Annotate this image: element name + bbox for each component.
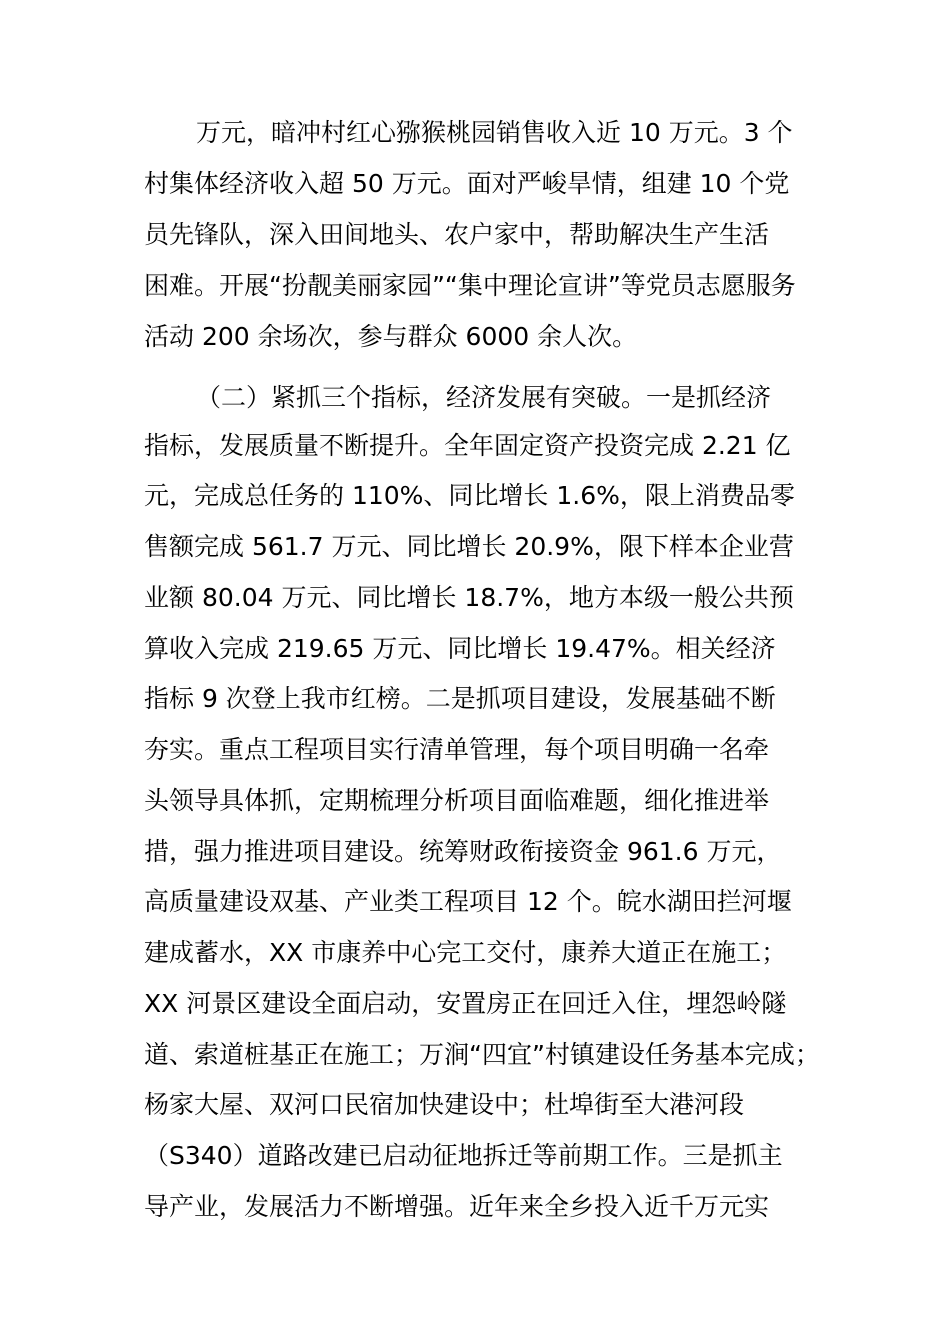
paragraph-2-line-7: 指标 9 次登上我市红榜。二是抓项目建设，发展基础不断: [144, 684, 776, 713]
paragraph-1-line-4: 困难。开展“扮靓美丽家园”“集中理论宣讲”等党员志愿服务: [144, 271, 796, 300]
paragraph-2-line-16: （S340）道路改建已启动征地拆迁等前期工作。三是抓主: [144, 1141, 783, 1170]
paragraph-2-line-9: 头领导具体抓，定期梳理分析项目面临难题，细化推进举: [144, 786, 770, 815]
paragraph-1-line-3: 员先锋队，深入田间地头、农户家中，帮助解决生产生活: [144, 220, 770, 249]
paragraph-2-line-15: 杨家大屋、双河口民宿加快建设中；杜埠街至大港河段: [144, 1090, 745, 1119]
paragraph-2-line-10: 措，强力推进项目建设。统筹财政衔接资金 961.6 万元，: [144, 837, 782, 866]
paragraph-1-line-2: 村集体经济收入超 50 万元。面对严峻旱情，组建 10 个党: [144, 169, 790, 198]
paragraph-2-line-3: 元，完成总任务的 110%、同比增长 1.6%，限上消费品零: [144, 481, 795, 510]
paragraph-2-line-2: 指标，发展质量不断提升。全年固定资产投资完成 2.21 亿: [144, 431, 791, 460]
paragraph-2-line-4: 售额完成 561.7 万元、同比增长 20.9%，限下样本企业营: [144, 532, 794, 561]
paragraph-2-line-11: 高质量建设双基、产业类工程项目 12 个。皖水湖田拦河堰: [144, 887, 792, 916]
paragraph-2-line-8: 夯实。重点工程项目实行清单管理，每个项目明确一名牵: [144, 735, 770, 764]
paragraph-2-line-12: 建成蓄水，XX 市康养中心完工交付，康养大道正在施工；: [144, 938, 787, 967]
paragraph-2-line-13: XX 河景区建设全面启动，安置房正在回迁入住，埋怨岭隧: [144, 989, 787, 1018]
paragraph-2-line-5: 业额 80.04 万元、同比增长 18.7%，地方本级一般公共预: [144, 583, 794, 612]
paragraph-2-line-14: 道、索道桩基正在施工；万涧“四宜”村镇建设任务基本完成；: [144, 1040, 820, 1069]
paragraph-1-line-1: 万元，暗冲村红心猕猴桃园销售收入近 10 万元。3 个: [196, 118, 793, 147]
paragraph-2-line-1: （二）紧抓三个指标，经济发展有突破。一是抓经济: [196, 383, 772, 412]
paragraph-1-line-5: 活动 200 余场次，参与群众 6000 余人次。: [144, 322, 638, 351]
paragraph-2-line-6: 算收入完成 219.65 万元、同比增长 19.47%。相关经济: [144, 634, 776, 663]
paragraph-2-line-17: 导产业，发展活力不断增强。近年来全乡投入近千万元实: [144, 1192, 770, 1221]
